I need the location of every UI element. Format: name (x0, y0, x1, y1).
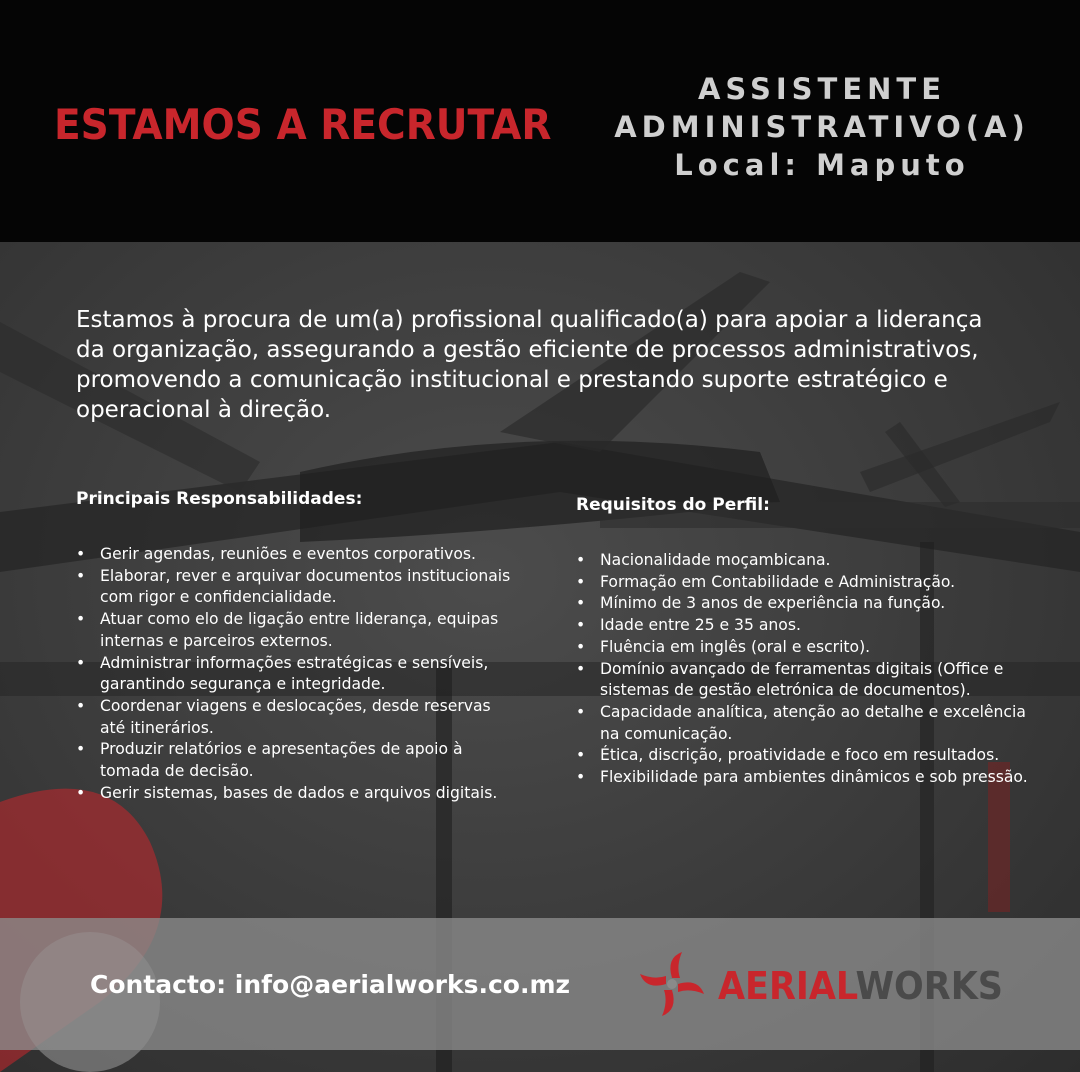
requirement-item: • Idade entre 25 e 35 anos. (576, 615, 1036, 637)
requirement-item: • Formação em Contabilidade e Administração. (576, 572, 1036, 594)
responsibility-item: • Produzir relatórios e apresentações de apoio à tomada de decisão. (76, 739, 516, 782)
requirement-item: • Domínio avançado de ferramentas digitais (Office e sistemas de gestão eletrónica de documentos). (576, 659, 1036, 702)
aerialworks-logo (636, 948, 1026, 1024)
requirement-item: • Mínimo de 3 anos de experiência na função. (576, 593, 1036, 615)
aerialworks-logo-icon (636, 948, 708, 1020)
requirement-item: • Ética, discrição, proatividade e foco em resultados. (576, 745, 1036, 767)
responsibilities-heading: Principais Responsabilidades: (76, 489, 363, 509)
requirement-item: • Flexibilidade para ambientes dinâmicos e sob pressão. (576, 767, 1036, 789)
responsibilities-section (76, 488, 516, 804)
responsibility-item: • Gerir agendas, reuniões e eventos corporativos. (76, 544, 516, 566)
requirement-item: • Nacionalidade moçambicana. (576, 550, 1036, 572)
headline: ESTAMOS A RECRUTAR (54, 100, 552, 149)
intro-paragraph: Estamos à procura de um(a) profissional qualificado(a) para apoiar a liderança da organização, assegurando a gestão eficiente de processos administrativos, promovendo a comunicação institucional e prestando suporte estratégico e operacional à direção. (76, 307, 983, 423)
requirements-heading: Requisitos do Perfil: (576, 495, 770, 515)
requirement-item: • Capacidade analítica, atenção ao detalhe e excelência na comunicação. (576, 702, 1036, 745)
responsibility-item: • Administrar informações estratégicas e sensíveis, garantindo segurança e integridade. (76, 653, 516, 696)
responsibilities-list (76, 544, 516, 804)
job-title-block (612, 70, 1032, 184)
responsibility-item: • Atuar como elo de ligação entre liderança, equipas internas e parceiros externos. (76, 609, 516, 652)
requirements-list (576, 550, 1036, 789)
logo-text-works: WORKS (855, 964, 1003, 1008)
responsibility-item: • Coordenar viagens e deslocações, desde reservas até itinerários. (76, 696, 516, 739)
job-title-line2: ADMINISTRATIVO(A) (614, 110, 1030, 144)
job-location: Local: Maputo (674, 148, 970, 182)
job-title-line1: ASSISTENTE (697, 72, 947, 106)
responsibility-item: • Gerir sistemas, bases de dados e arquivos digitais. (76, 783, 516, 805)
contact-email[interactable]: Contacto: info@aerialworks.co.mz (90, 970, 571, 999)
logo-text-aerial: AERIAL (718, 964, 856, 1008)
aerialworks-logo-text (718, 964, 1003, 1008)
header-band (0, 0, 1080, 242)
requirements-section (576, 494, 1036, 789)
responsibility-item: • Elaborar, rever e arquivar documentos institucionais com rigor e confidencialidade. (76, 566, 516, 609)
requirement-item: • Fluência em inglês (oral e escrito). (576, 637, 1036, 659)
